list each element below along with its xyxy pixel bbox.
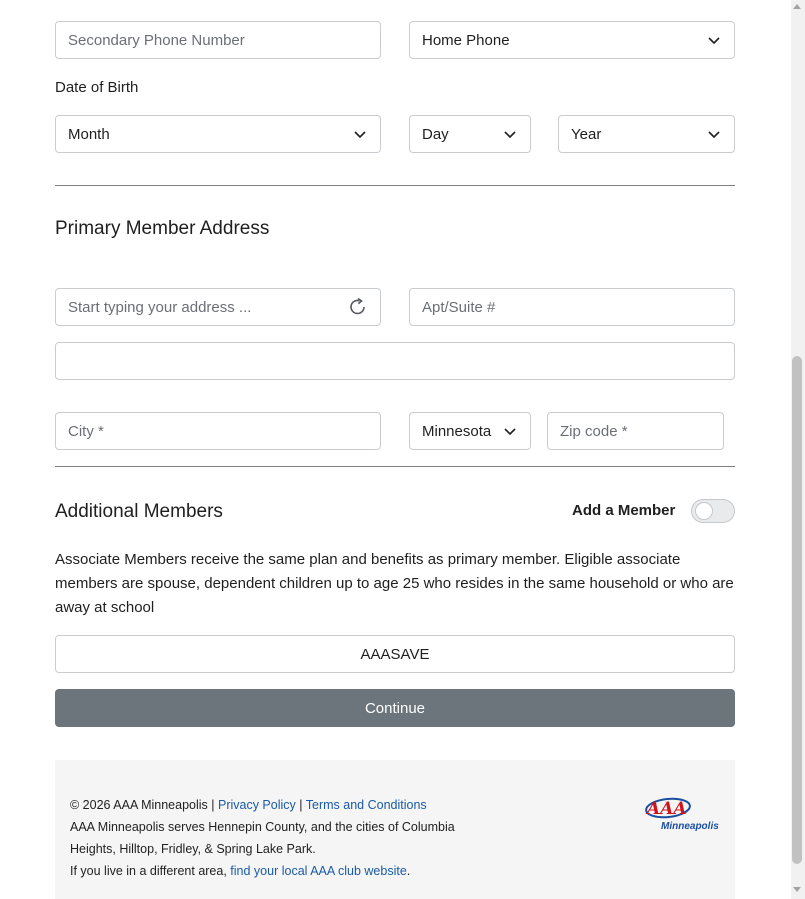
- additional-members-heading: Additional Members: [55, 501, 223, 522]
- secondary-phone-input[interactable]: [55, 21, 381, 59]
- chevron-down-icon: [502, 423, 518, 439]
- city-placeholder: City *: [68, 422, 104, 440]
- promo-code-input[interactable]: [55, 635, 735, 673]
- refresh-icon[interactable]: [348, 297, 368, 317]
- footer-copyright: © 2026 AAA Minneapolis |: [70, 798, 215, 812]
- toggle-knob: [695, 502, 713, 520]
- chevron-down-icon: [706, 32, 722, 48]
- footer-different-area: If you live in a different area,: [70, 864, 227, 878]
- aaa-minneapolis-logo: [642, 795, 722, 835]
- scroll-down-arrow[interactable]: [793, 887, 801, 892]
- section-divider: [55, 466, 735, 467]
- dob-year-value: Year: [571, 125, 602, 143]
- chevron-down-icon: [502, 126, 518, 142]
- dob-day-value: Day: [422, 125, 449, 143]
- address-heading: Primary Member Address: [55, 218, 270, 239]
- state-value: Minnesota: [422, 422, 492, 440]
- scrollbar-thumb[interactable]: [792, 356, 802, 864]
- footer-separator: |: [299, 798, 303, 812]
- associate-members-description: Associate Members receive the same plan and benefits as primary member. Eligible associate members are spouse, dependent children up to age 25 who resides in the same household or who are away at school: [55, 551, 734, 616]
- section-divider: [55, 185, 735, 186]
- chevron-down-icon: [352, 126, 368, 142]
- add-member-toggle[interactable]: [691, 499, 735, 523]
- footer-period: .: [406, 864, 411, 878]
- logo-subtext: Minneapolis: [661, 821, 719, 832]
- promo-code-value: AAASAVE: [360, 645, 430, 663]
- dob-month-value: Month: [68, 125, 110, 143]
- dob-label: Date of Birth: [55, 79, 139, 96]
- terms-link[interactable]: Terms and Conditions: [305, 798, 427, 812]
- dob-month-select[interactable]: [55, 115, 381, 153]
- street-address-placeholder: Start typing your address ...: [68, 298, 252, 316]
- city-input[interactable]: [55, 412, 381, 450]
- zip-code-placeholder: Zip code *: [560, 422, 628, 440]
- street-address-input[interactable]: [55, 288, 381, 326]
- dob-year-select[interactable]: [558, 115, 735, 153]
- phone-type-value: Home Phone: [422, 31, 510, 49]
- secondary-phone-placeholder: Secondary Phone Number: [68, 31, 245, 49]
- footer: [55, 760, 735, 899]
- footer-text: [70, 794, 500, 882]
- continue-button[interactable]: Continue: [55, 689, 735, 727]
- scroll-up-arrow[interactable]: [793, 4, 801, 9]
- phone-type-select[interactable]: [409, 21, 735, 59]
- footer-service-text: AAA Minneapolis serves Hennepin County, and the cities of Columbia Heights, Hilltop, Fridley, & Spring Lake Park.: [70, 820, 455, 856]
- state-select[interactable]: [409, 412, 531, 450]
- privacy-policy-link[interactable]: Privacy Policy: [217, 798, 296, 812]
- apt-suite-placeholder: Apt/Suite #: [422, 298, 496, 316]
- chevron-down-icon: [706, 126, 722, 142]
- dob-day-select[interactable]: [409, 115, 531, 153]
- logo-text: AAA: [647, 799, 687, 819]
- add-member-label: Add a Member: [572, 502, 676, 519]
- find-club-link[interactable]: find your local AAA club website: [230, 864, 407, 878]
- address-line2-input[interactable]: [55, 342, 735, 380]
- zip-code-input[interactable]: [547, 412, 724, 450]
- apt-suite-input[interactable]: [409, 288, 735, 326]
